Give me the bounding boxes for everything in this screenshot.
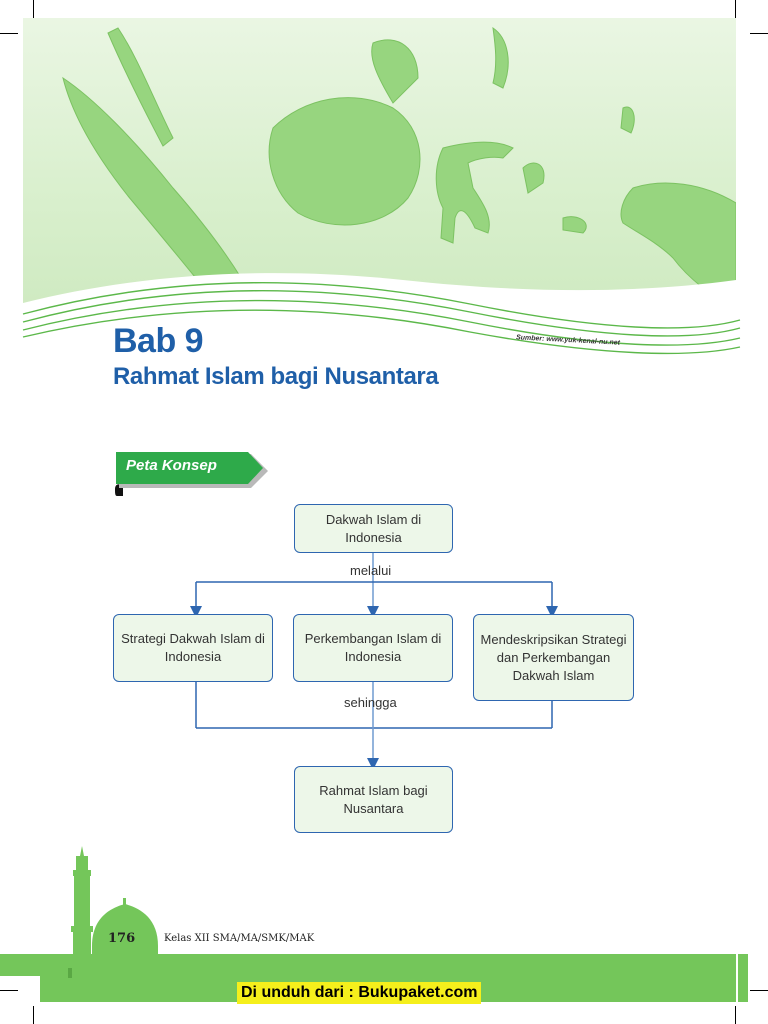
page-number: 176: [108, 931, 136, 946]
concept-branch-box: Strategi Dakwah Islam di Indonesia: [113, 614, 273, 682]
crop-mark: [33, 0, 34, 18]
crop-mark: [735, 0, 736, 18]
section-label: Peta Konsep: [126, 457, 217, 474]
crop-mark: [0, 33, 18, 34]
concept-branch-box: Perkembangan Islam di Indonesia: [293, 614, 453, 682]
chapter-title: Rahmat Islam bagi Nusantara: [113, 363, 439, 390]
connector-label-through: melalui: [350, 563, 392, 578]
download-source-banner: Di unduh dari : Bukupaket.com: [237, 982, 481, 1004]
concept-result-box: Rahmat Islam bagi Nusantara: [294, 766, 453, 833]
crop-mark: [750, 33, 768, 34]
book-class-label: Kelas XII SMA/MA/SMK/MAK: [164, 933, 315, 944]
concept-top-box: Dakwah Islam di Indonesia: [294, 504, 453, 553]
connector-label-therefore: sehingga: [344, 695, 397, 710]
chapter-number: Bab 9: [113, 322, 204, 360]
concept-branch-box: Mendeskripsikan Strategi dan Perkembangan Dakwah Islam: [473, 614, 634, 701]
image-source-caption: Sumber: www.yuk-kenal-nu.net: [515, 334, 621, 347]
